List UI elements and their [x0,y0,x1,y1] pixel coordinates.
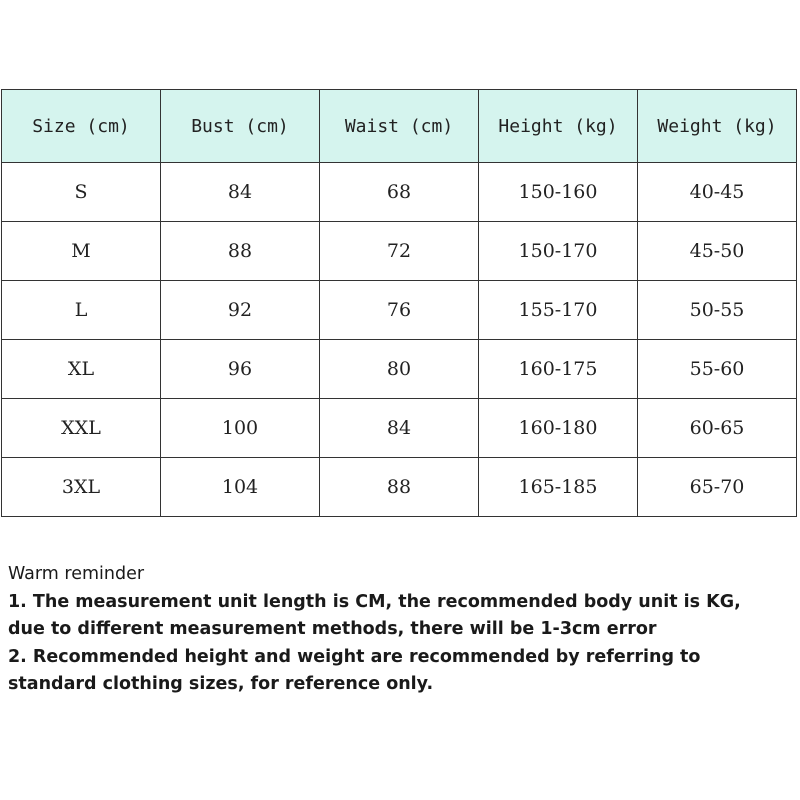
table-row [2,340,797,399]
table-row [2,222,797,281]
cell-weight: 65-70 [638,458,797,517]
notes-title: Warm reminder [8,564,145,584]
cell-height: 150-160 [479,163,638,222]
cell-height: 155-170 [479,281,638,340]
cell-size: S [2,163,161,222]
notes-line: standard clothing sizes, for reference only. [8,674,434,695]
table-row [2,163,797,222]
size-chart-table [1,89,797,517]
cell-weight: 55-60 [638,340,797,399]
header-waist: Waist (cm) [320,90,479,163]
warm-reminder-notes [8,561,788,699]
cell-height: 160-175 [479,340,638,399]
cell-bust: 84 [161,163,320,222]
table-header-row [2,90,797,163]
table-row [2,281,797,340]
notes-line: due to different measurement methods, there will be 1-3cm error [8,619,657,640]
cell-waist: 88 [320,458,479,517]
cell-waist: 80 [320,340,479,399]
header-weight: Weight (kg) [638,90,797,163]
cell-bust: 104 [161,458,320,517]
cell-size: XXL [2,399,161,458]
header-bust: Bust (cm) [161,90,320,163]
cell-bust: 88 [161,222,320,281]
header-height: Height (kg) [479,90,638,163]
notes-line: 2. Recommended height and weight are recommended by referring to [8,646,701,667]
cell-size: L [2,281,161,340]
cell-height: 150-170 [479,222,638,281]
cell-waist: 68 [320,163,479,222]
cell-waist: 84 [320,399,479,458]
cell-height: 160-180 [479,399,638,458]
notes-line: 1. The measurement unit length is CM, the recommended body unit is KG, [8,591,741,612]
table-row [2,458,797,517]
cell-waist: 72 [320,222,479,281]
cell-bust: 96 [161,340,320,399]
cell-waist: 76 [320,281,479,340]
header-size: Size (cm) [2,90,161,163]
cell-weight: 50-55 [638,281,797,340]
cell-weight: 45-50 [638,222,797,281]
cell-size: 3XL [2,458,161,517]
cell-size: M [2,222,161,281]
table-row [2,399,797,458]
cell-bust: 100 [161,399,320,458]
cell-bust: 92 [161,281,320,340]
cell-weight: 60-65 [638,399,797,458]
cell-size: XL [2,340,161,399]
cell-height: 165-185 [479,458,638,517]
cell-weight: 40-45 [638,163,797,222]
